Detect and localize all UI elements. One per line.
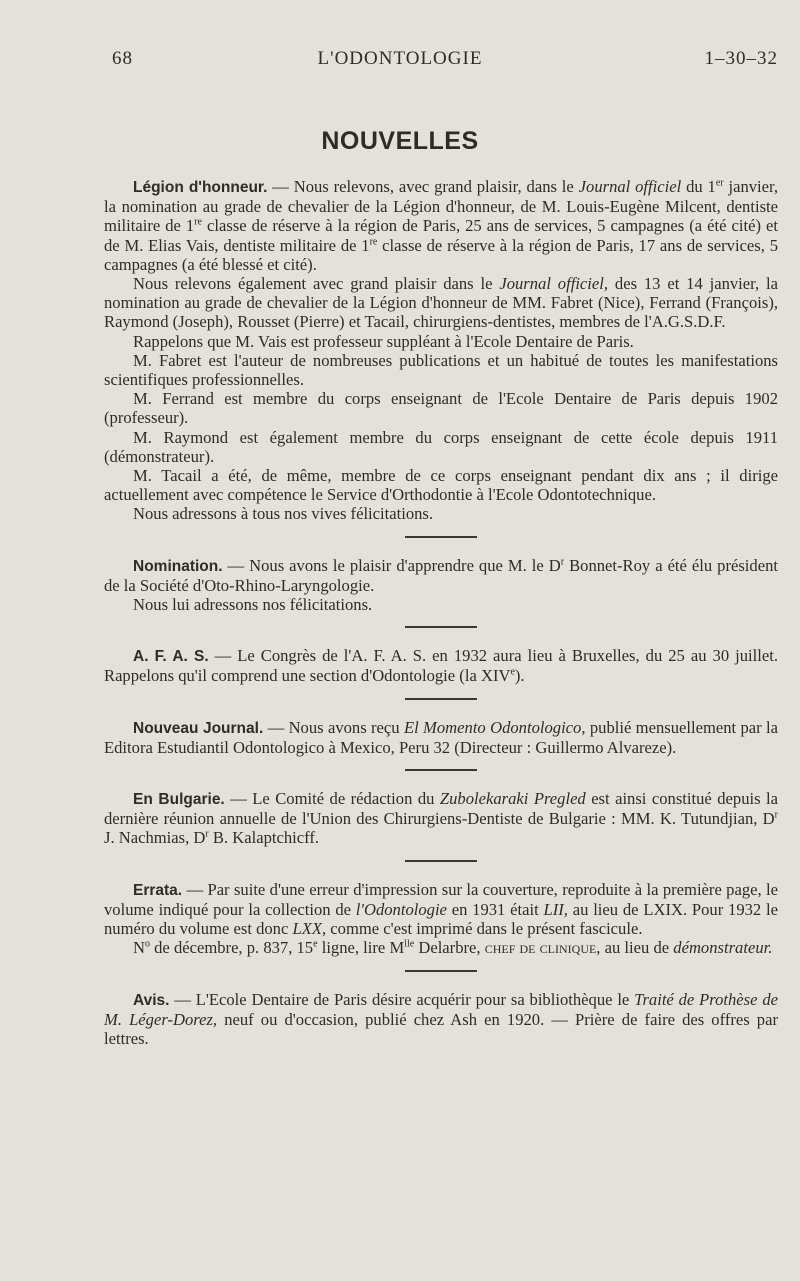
superscript: o <box>144 938 150 950</box>
section-divider <box>405 970 477 972</box>
nomination-paragraph-1 <box>104 556 778 595</box>
avis-heading: Avis. <box>133 991 170 1009</box>
text: comme c'est imprimé dans le présent fascicule. <box>326 919 643 939</box>
text: classe de réserve à la région de Paris, 17 ans de services, 5 campagnes (a été blessé et cité). <box>104 235 779 274</box>
text: ligne, lire M <box>317 938 405 958</box>
small-caps-text: chef de clinique, <box>484 938 601 958</box>
text: au lieu de <box>600 938 674 958</box>
legion-paragraph-3: Rappelons que M. Vais est professeur suppléant à l'Ecole Dentaire de Paris. <box>133 331 634 351</box>
text: — Nous avons le plaisir d'apprendre que M. le D <box>222 555 561 575</box>
text: neuf ou d'occasion, publié chez Ash en 1920. — Prière de faire des offres par lettres. <box>104 1009 778 1048</box>
journal-title: l'Odontologie <box>355 899 447 919</box>
superscript: re <box>369 236 378 248</box>
journal-title: Zubolekaraki Pregled <box>439 789 586 809</box>
section-divider <box>405 769 477 771</box>
nomination-paragraph-2: Nous lui adressons nos félicitations. <box>133 595 373 615</box>
running-header <box>0 48 800 76</box>
text: des 13 et 14 janvier, la nomination au grade de chevalier de la Légion d'honneur de MM. Fabret (Nice), Ferrand (François), Raymond (Joseph), Rousset (Pierre) et Tacail, chirurgiens-dentistes, membres de l'A.G.S.D.F. <box>104 274 778 332</box>
section-divider <box>405 536 477 538</box>
legion-paragraph-8: Nous adressons à tous nos vives félicitations. <box>133 504 434 524</box>
text: Bonnet-Roy a été élu président de la Société d'Oto-Rhino-Laryngologie. <box>104 555 778 595</box>
superscript: re <box>194 216 202 228</box>
superscript: r <box>560 556 565 568</box>
text: — Le Congrès de l'A. F. A. S. en 1932 aura lieu à Bruxelles, du 25 au 30 juillet. Rappelons qu'il comprend une section d'Odontologie (la XIV <box>104 646 778 686</box>
bulgarie-paragraph-1 <box>104 789 778 848</box>
text: B. Kalaptchicff. <box>208 828 320 848</box>
text: Nous relevons également avec grand plaisir dans le <box>133 274 500 294</box>
section-divider <box>405 626 477 628</box>
journal-name: L'ODONTOLOGIE <box>317 48 483 69</box>
page-number: 68 <box>112 48 133 69</box>
book-title: Traité de Prothèse de M. Léger-Dorez, <box>104 989 778 1029</box>
legion-paragraph-5: M. Ferrand est membre du corps enseignant de l'Ecole Dentaire de Paris depuis 1902 (professeur). <box>104 389 778 428</box>
text: du 1 <box>681 177 716 196</box>
text: N <box>133 938 145 958</box>
italic-text: démonstrateur. <box>673 938 773 958</box>
journal-heading: Nouveau Journal. <box>133 719 264 737</box>
section-divider <box>405 860 477 862</box>
text: — Le Comité de rédaction du <box>224 789 440 809</box>
errata-heading: Errata. <box>133 881 183 899</box>
journal-title: Journal officiel <box>578 177 682 196</box>
journal-title: Journal officiel, <box>499 274 609 294</box>
legion-paragraph-2 <box>104 274 778 332</box>
errata-paragraph-1 <box>104 880 778 939</box>
superscript: er <box>715 177 724 189</box>
superscript: r <box>774 809 778 821</box>
journal-title: El Momento Odontologico, <box>403 717 586 737</box>
superscript: e <box>510 666 515 678</box>
section-divider <box>405 698 477 700</box>
text: publié mensuellement par la Editora Estudiantil Odontologico à Mexico, Peru 32 (Directeur : Guillermo Alvareze). <box>104 717 779 757</box>
text: en 1931 était <box>446 899 544 919</box>
bulgarie-heading: En Bulgarie. <box>133 791 225 809</box>
text: — Par suite d'une erreur d'impression sur la couverture, reproduite à la première page, le volume indiqué pour la collection de <box>104 879 778 919</box>
legion-paragraph-7: M. Tacail a été, de même, membre de ce corps enseignant pendant dix ans ; il dirige actuellement avec compétence le Service d'Orthodontie à l'Ecole Odontotechnique. <box>104 466 778 505</box>
avis-paragraph-1 <box>104 990 778 1049</box>
text: Delarbre, <box>414 938 485 958</box>
superscript: r <box>205 828 209 840</box>
legion-paragraph-4: M. Fabret est l'auteur de nombreuses publications et un habitué de toutes les manifestations scientifiques professionnelles. <box>104 350 778 390</box>
superscript: lle <box>404 938 415 950</box>
text: — Nous relevons, avec grand plaisir, dans le <box>267 177 579 196</box>
text: classe de réserve à la région de Paris, 25 ans de services, 5 campagnes (a été cité) et de M. Elias Vais, dentiste militaire de 1 <box>104 216 778 255</box>
issue-date: 1–30–32 <box>704 48 778 69</box>
journal-paragraph-1 <box>104 718 778 757</box>
errata-paragraph-2 <box>104 938 778 957</box>
text: — L'Ecole Dentaire de Paris désire acquérir pour sa bibliothèque le <box>169 989 635 1009</box>
legion-paragraph-1 <box>104 177 778 274</box>
text: — Nous avons reçu <box>263 717 404 737</box>
afas-heading: A. F. A. S. <box>133 648 209 666</box>
text: J. Nachmias, D <box>104 828 206 848</box>
afas-paragraph-1 <box>104 646 778 685</box>
volume-number: LII, <box>543 899 568 919</box>
volume-number: LXX, <box>292 919 327 939</box>
text: est ainsi constitué depuis la dernière réunion annuelle de l'Union des Chirurgiens-Dentiste de Bulgarie : MM. K. Tutundjian, D <box>104 789 778 829</box>
text: au lieu de LXIX. Pour 1932 le numéro du volume est donc <box>104 899 778 939</box>
article-body <box>104 177 778 1048</box>
legion-heading: Légion d'honneur. <box>133 179 268 196</box>
page-title: NOUVELLES <box>321 127 479 155</box>
text: de décembre, p. 837, 15 <box>149 938 314 958</box>
superscript: e <box>313 938 318 950</box>
nomination-heading: Nomination. <box>133 557 223 575</box>
text: ). <box>514 666 525 686</box>
text: janvier, la nomination au grade de chevalier de la Légion d'honneur, de M. Louis-Eugène Milcent, dentiste militaire de 1 <box>104 177 779 236</box>
legion-paragraph-6: M. Raymond est également membre du corps enseignant de cette école depuis 1911 (démonstrateur). <box>104 427 778 466</box>
